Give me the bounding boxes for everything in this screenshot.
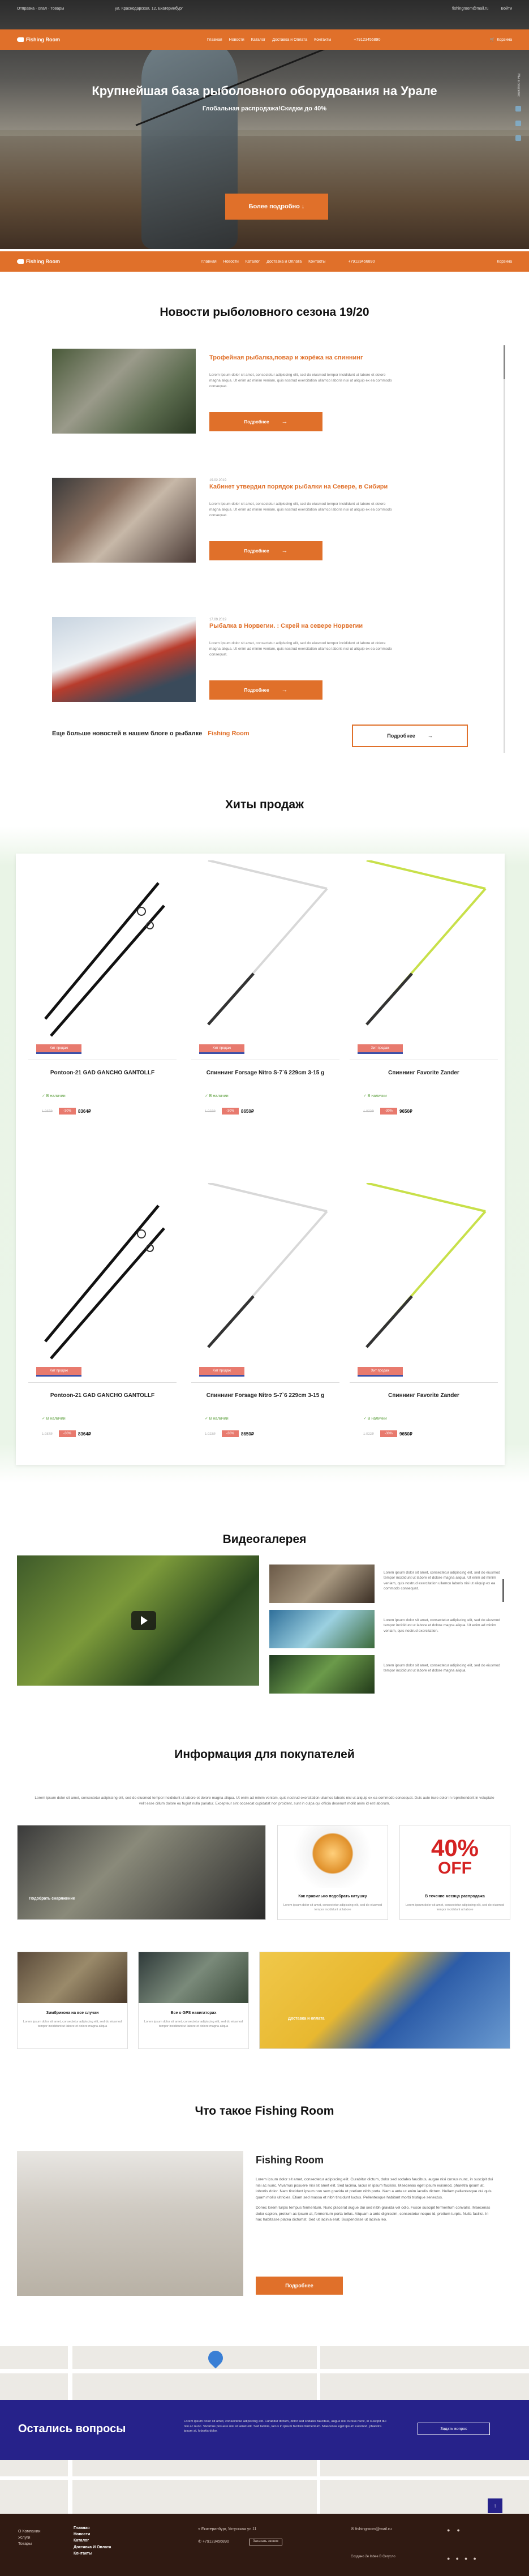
footer-link[interactable]: Контакты [74, 2551, 93, 2556]
info-card-label: Доставка и оплата [288, 2017, 325, 2021]
product-price: 9650₽ [399, 1431, 412, 1437]
product-name[interactable]: Спиннинг Forsage Nitro S-7`6 229cm 3-15 g [206, 1392, 325, 1399]
discount-badge: -30% [222, 1108, 239, 1115]
product-card[interactable] [350, 1183, 498, 1477]
header-phone[interactable]: +79123456890 [354, 37, 381, 42]
logo[interactable] [17, 37, 60, 42]
fish-logo-icon [17, 259, 24, 264]
sticky-nav [201, 260, 325, 264]
news-article [52, 617, 488, 702]
facebook-icon[interactable] [515, 121, 521, 126]
hit-badge: Хит продаж [199, 1367, 244, 1375]
scroll-top-button[interactable]: ↑ [488, 2498, 502, 2513]
footer-phone-text: +79123456890 [202, 2540, 229, 2544]
footer-address-text: Екатеринбург, Уктусская ул.11 [201, 2527, 257, 2531]
instagram-icon[interactable] [515, 135, 521, 141]
about-paragraph: Donec lorem turpis tempus fermentum. Nunc placerat augue dui sed nibh gravida vel odio. Fusce suscipit fermentum convallis. Maecenas dolor sapien, pretium ac ipsum at, fermentum porta tellus. Aliquam a ante dignissim, consectetur neque id, pretium turpis. Nulla facilisi. In hac habitasse platea dictumst. Sed ut lacinia erat. Suspendisse ut lacinia leo. [256, 2206, 491, 2222]
hit-badge: Хит продаж [358, 1044, 403, 1052]
footer-col-company [18, 2528, 41, 2548]
sale-off: OFF [438, 1859, 472, 1878]
footer-link[interactable]: Товары [18, 2542, 32, 2547]
stock-status: ✓ В наличии [363, 1417, 387, 1421]
hit-badge: Хит продаж [358, 1367, 403, 1375]
old-price: 1 023₽ [205, 1433, 216, 1436]
store-image [17, 2151, 243, 2296]
info-card[interactable] [277, 1825, 388, 1920]
hero-angler-figure [141, 34, 238, 249]
sticky-logo-text: Fishing Room [26, 259, 60, 264]
video-thumbnail[interactable] [269, 1655, 375, 1694]
video-title: Видеогалерея [222, 1533, 307, 1546]
blog-link[interactable]: Fishing Room [208, 730, 250, 737]
top-bar-email[interactable]: fishingroom@mail.ru [452, 6, 489, 11]
arrow-right-icon: → [281, 547, 288, 554]
cart-label: Корзина [497, 37, 512, 42]
article-image[interactable] [52, 349, 196, 434]
article-more-label: Подробнее [244, 548, 269, 554]
callback-button[interactable]: Заказать звонок [249, 2539, 282, 2545]
info-card-label: Подобрать снаряжение [29, 1897, 75, 1901]
twitter-icon[interactable]: ● [447, 2556, 450, 2561]
product-price: 9650₽ [399, 1109, 412, 1114]
about-more-button[interactable]: Подробнее [256, 2277, 343, 2295]
contact-title: Остались вопросы [18, 2423, 126, 2435]
vk-icon[interactable]: ● [447, 2527, 450, 2533]
product-card[interactable] [191, 1183, 339, 1477]
nav-item-contacts[interactable]: Контакты [314, 37, 332, 42]
about-paragraph: Lorem ipsum dolor sit amet, consectetur adipiscing elit. Curabitur dictum, dolor sed sodales faucibus, augue nisi cursus nunc, in suscipit dui nisi ac nunc. Vivamus posuere nisi sit amet elit. Sed lacinia, lacus in ipsum facilisis. Maecenas eget ipsum euismod, pharetra ipsum at, lobortis dolor. Nam tincidunt ipsum non sem gravida ut pretium nibh porta. Nam a ante ut enim iaculis dictum. Nullam pellentesque dui quis quam mollis ultricies. Etiam sed massa et nibh tincidunt luctus. Pellentesque habitant morbi tristique senectus. [256, 2178, 493, 2200]
gps-image [139, 1952, 248, 2003]
product-price: 8364₽ [78, 1109, 91, 1114]
video-thumbnail[interactable] [269, 1565, 375, 1603]
product-name[interactable]: Pontoon-21 GAD GANCHO GANTOLLF [50, 1070, 155, 1076]
tag-underline [199, 1052, 244, 1054]
divider [191, 1382, 339, 1383]
video-description: Lorem ipsum dolor sit amet, consectetur adipiscing elit, sed do eiusmod tempor incididunt ut labore et dolore magna aliqua. [384, 1664, 500, 1673]
sticky-nav-home[interactable]: Главная [201, 259, 217, 264]
video-description: Lorem ipsum dolor sit amet, consectetur adipiscing elit, sed do eiusmod tempor incididunt ut labore et dolore magna aliqua. Ut enim ad minim veniam, quis nostrud exercitation ullamco laboris nisi ut aliquip ex ea commodo consequat. [384, 1571, 500, 1591]
reel-image [278, 1825, 388, 1888]
article-image[interactable] [52, 478, 196, 563]
product-name[interactable]: Pontoon-21 GAD GANCHO GANTOLLF [50, 1392, 155, 1399]
footer-address [198, 2526, 256, 2532]
ask-question-button[interactable]: Задать вопрос [418, 2423, 490, 2435]
old-price: 1 987₽ [42, 1110, 53, 1113]
product-price: 8650₽ [241, 1109, 254, 1114]
footer-link[interactable]: Новости [74, 2532, 91, 2537]
hit-badge: Хит продаж [36, 1044, 81, 1052]
contact-text: Lorem ipsum dolor sit amet, consectetur adipiscing elit. Curabitur dictum, dolor sed sodales faucibus, augue nisi cursus nunc, in suscipit dui nisi ac nunc. Vivamus posuere nisi sit amet elit. Sed lacinia, lacus in ipsum facilisis fermentum. Maecenas eget ipsum euismod, pharetra ipsum at, lobortis dolor. [184, 2420, 386, 2433]
divider [28, 1382, 177, 1383]
info-card[interactable] [399, 1825, 510, 1920]
lures-image [18, 1952, 127, 2003]
discount-badge: -30% [380, 1430, 397, 1437]
product-card[interactable] [350, 860, 498, 1155]
sticky-phone[interactable]: +79123456890 [348, 259, 375, 264]
hero [0, 0, 529, 249]
sticky-nav-contacts[interactable]: Контакты [308, 259, 326, 264]
article-text: Lorem ipsum dolor sit amet, consectetur adipiscing elit, sed do eiusmod tempor incididunt ut labore et dolore magna aliqua. Ut enim ad minim veniam, quis nostrud exercitation ullamco laboris nisi ut aliquip ex ea commodo consequat. [209, 641, 392, 657]
hit-badge: Хит продаж [36, 1367, 81, 1375]
main-nav [207, 38, 331, 42]
article-more-label: Подробнее [244, 687, 269, 693]
discount-badge: -30% [59, 1108, 76, 1115]
sticky-nav-news[interactable]: Новости [223, 259, 239, 264]
news-article [52, 349, 488, 434]
arrow-right-icon: → [427, 733, 433, 739]
info-card-desc: Lorem ipsum dolor sit amet, consectetur adipiscing elit, sed do eiusmod tempor incididunt ut labore et dolore magna aliqua [23, 2020, 122, 2028]
product-name[interactable]: Спиннинг Forsage Nitro S-7`6 229cm 3-15 g [206, 1070, 325, 1076]
news-title: Новости рыболовного сезона 19/20 [160, 306, 369, 319]
sale-image [400, 1825, 510, 1888]
play-icon[interactable] [131, 1611, 156, 1630]
contact-banner [0, 2400, 529, 2460]
blog-promo [52, 730, 250, 737]
sticky-navbar [0, 251, 529, 272]
info-card[interactable] [259, 1952, 510, 2049]
top-bar [0, 0, 529, 17]
article-date: 17.09.2019 [209, 618, 227, 622]
hits-title: Хиты продаж [225, 798, 304, 811]
location-icon: ⌖ [198, 2527, 201, 2531]
old-price: 1 022₽ [363, 1433, 374, 1436]
nav-item-delivery[interactable]: Доставка и Оплата [272, 37, 308, 42]
about-title: Что такое Fishing Room [195, 2104, 334, 2118]
footer-phone[interactable] [198, 2539, 229, 2545]
copyright: Создано 2e Inbee В Сегусло [351, 2555, 395, 2558]
phone-icon: ✆ [198, 2540, 203, 2544]
video-description: Lorem ipsum dolor sit amet, consectetur adipiscing elit, sed do eiusmod tempor incididunt ut labore et dolore magna aliqua. Ut enim ad minim veniam, quis nostrud exercitation. [384, 1618, 500, 1633]
info-card-desc: Lorem ipsum dolor sit amet, consectetur adipiscing elit, sed do eiusmod tempor incididunt ut labore [283, 1904, 382, 1911]
info-card-label: Зимбрикона на все случаи [46, 2011, 99, 2015]
pinterest-icon[interactable]: ● [473, 2556, 476, 2561]
article-text: Lorem ipsum dolor sit amet, consectetur adipiscing elit, sed do eiusmod tempor incididunt ut labore et dolore magna aliqua. Ut enim ad minim veniam, quis nostrud exercitation ullamco laboris nisi ut aliquip ex ea commodo consequat. [209, 502, 392, 517]
hit-badge: Хит продаж [199, 1044, 244, 1052]
news-scrollbar[interactable] [504, 345, 505, 753]
old-price: 1 022₽ [363, 1110, 374, 1113]
tag-underline [199, 1375, 244, 1377]
top-bar-links[interactable]: Отправка · опал · Товары [17, 6, 64, 11]
article-text: Lorem ipsum dolor sit amet, consectetur adipiscing elit, sed do eiusmod tempor incididunt ut labore et dolore magna aliqua. Ut enim ad minim veniam, quis nostrud exercitation ullamco laboris nisi ut aliquip ex ea commodo consequat. [209, 373, 392, 388]
top-bar-address: ул. Краснодарская, 12, Екатеринбург [115, 6, 183, 11]
social-sidebar [515, 74, 521, 141]
fish-logo-icon [17, 37, 24, 42]
tag-underline [358, 1052, 403, 1054]
footer-email-text: fishingroom@mail.ru [355, 2527, 392, 2531]
cart-button[interactable] [490, 37, 512, 42]
facebook-icon[interactable]: ● [455, 2556, 459, 2561]
info-intro: Lorem ipsum dolor sit amet, consectetur adipiscing elit, sed do eiusmod tempor incididunt ut labore et dolore magna aliqua. Ut enim ad minim veniam, quis nostrud exercitation ullamco laboris nisi ut aliquip ex ea commodo consequat. Duis aute irure dolor in reprehenderit in voluptate velit esse cillum dolore eu fugiat nulla pariatur. Excepteur sint occaecat cupidatat non proident, sunt in culpa qui officia deserunt mollit anim id est laborum. [35, 1796, 494, 1806]
main-navbar [0, 29, 529, 50]
article-title[interactable]: Рыбалка в Норвегии. : Скрей на севере Норвегии [209, 623, 363, 629]
product-name[interactable]: Спиннинг Favorite Zander [388, 1392, 459, 1399]
discount-badge: -30% [380, 1108, 397, 1115]
product-price: 8650₽ [241, 1431, 254, 1437]
footer-social-row [447, 2554, 476, 2562]
arrow-right-icon: → [281, 687, 288, 693]
article-date: 19.02.2019 [209, 479, 227, 482]
instagram-icon[interactable]: ● [457, 2527, 460, 2533]
blog-promo-text: Еще больше новостей в нашем блоге о рыбалке [52, 730, 203, 737]
footer-social [447, 2526, 460, 2534]
product-name[interactable]: Спиннинг Favorite Zander [388, 1070, 459, 1076]
news-article [52, 478, 488, 563]
footer-col-nav [74, 2525, 111, 2557]
footer-email[interactable] [351, 2526, 392, 2532]
hero-subtitle: Глобальная распродажа!Скидки до 40% [202, 105, 327, 112]
nav-item-home[interactable]: Главная [207, 37, 222, 42]
stock-status: ✓ В наличии [205, 1094, 229, 1098]
product-price: 8364₽ [78, 1431, 91, 1437]
about-subtitle: Fishing Room [256, 2154, 324, 2166]
footer [0, 2514, 529, 2576]
info-card-label: В течение месяца распродажа [425, 1895, 485, 1898]
product-card[interactable] [191, 860, 339, 1155]
cart-icon: 🛒 [489, 38, 495, 42]
about-text [256, 2177, 493, 2223]
product-card[interactable] [28, 860, 177, 1155]
discount-badge: -30% [59, 1430, 76, 1437]
video-scrollbar[interactable] [502, 1579, 504, 1602]
product-image[interactable] [28, 860, 177, 1047]
product-card[interactable] [28, 1183, 177, 1477]
footer-link[interactable]: Доставка И Оплата [74, 2545, 111, 2549]
product-image[interactable] [191, 860, 339, 1047]
footer-link[interactable]: Каталог [74, 2539, 89, 2543]
nav-item-news[interactable]: Новости [229, 37, 244, 42]
map-pin-icon[interactable] [205, 2348, 226, 2369]
info-card[interactable] [17, 1825, 266, 1920]
article-title[interactable]: Кабинет утвердил порядок рыбалки на Севере, в Сибири [209, 483, 388, 490]
blog-more-label: Подробнее [387, 733, 415, 739]
footer-link[interactable]: О Компании [18, 2530, 41, 2534]
instagram-icon[interactable]: ● [464, 2556, 468, 2561]
tag-underline [358, 1375, 403, 1377]
info-card-label: Все о GPS навигаторах [170, 2011, 217, 2015]
nav-item-catalog[interactable]: Каталог [251, 37, 266, 42]
article-more-button[interactable] [209, 680, 322, 700]
stock-status: ✓ В наличии [363, 1094, 387, 1098]
sticky-cart[interactable]: Корзина [497, 259, 512, 264]
sale-percent: 40% [431, 1835, 479, 1861]
logo-text: Fishing Room [26, 37, 60, 42]
article-more-button[interactable] [209, 541, 322, 560]
hero-more-button[interactable]: Более подробно ↓ [225, 194, 328, 220]
hero-title: Крупнейшая база рыболовного оборудования на Урале [92, 84, 437, 98]
divider [350, 1382, 498, 1383]
article-more-label: Подробнее [244, 419, 269, 425]
info-card-label: Как правильно подобрать катушку [298, 1895, 367, 1898]
info-title: Информация для покупателей [174, 1748, 355, 1761]
sticky-logo[interactable] [17, 259, 60, 264]
product-image[interactable] [28, 1183, 177, 1370]
mail-icon: ✉ [351, 2527, 355, 2531]
hero-water [0, 136, 529, 249]
stock-status: ✓ В наличии [205, 1417, 229, 1421]
old-price: 1 023₽ [205, 1110, 216, 1113]
info-card[interactable] [138, 1952, 249, 2049]
product-image[interactable] [350, 1183, 498, 1370]
tag-underline [36, 1052, 81, 1054]
arrow-right-icon: → [281, 418, 288, 425]
social-label: Мы в соцсетях [517, 74, 520, 97]
vk-icon[interactable] [515, 106, 521, 112]
product-image[interactable] [191, 1183, 339, 1370]
footer-link[interactable]: Услуги [18, 2536, 31, 2540]
article-title[interactable]: Трофейная рыбалка,повар и жорёжа на спиннинг [209, 354, 363, 361]
info-card[interactable] [17, 1952, 128, 2049]
product-image[interactable] [350, 860, 498, 1047]
top-bar-login[interactable]: Войти [501, 6, 512, 11]
info-card-desc: Lorem ipsum dolor sit amet, consectetur adipiscing elit, sed do eiusmod tempor incididunt ut labore [405, 1904, 505, 1911]
sticky-nav-delivery[interactable]: Доставка и Оплата [266, 259, 302, 264]
tag-underline [36, 1375, 81, 1377]
info-card-desc: Lorem ipsum dolor sit amet, consectetur adipiscing elit, sed do eiusmod tempor incididunt ut labore et dolore magna aliqua [144, 2020, 243, 2028]
article-more-button[interactable] [209, 412, 322, 431]
stock-status: ✓ В наличии [42, 1094, 66, 1098]
article-image[interactable] [52, 617, 196, 702]
footer-link[interactable]: Главная [74, 2526, 90, 2530]
blog-more-button[interactable] [352, 725, 468, 747]
sticky-nav-catalog[interactable]: Каталог [245, 259, 260, 264]
discount-badge: -30% [222, 1430, 239, 1437]
old-price: 1 987₽ [42, 1433, 53, 1436]
stock-status: ✓ В наличии [42, 1417, 66, 1421]
video-thumbnail[interactable] [269, 1610, 375, 1648]
